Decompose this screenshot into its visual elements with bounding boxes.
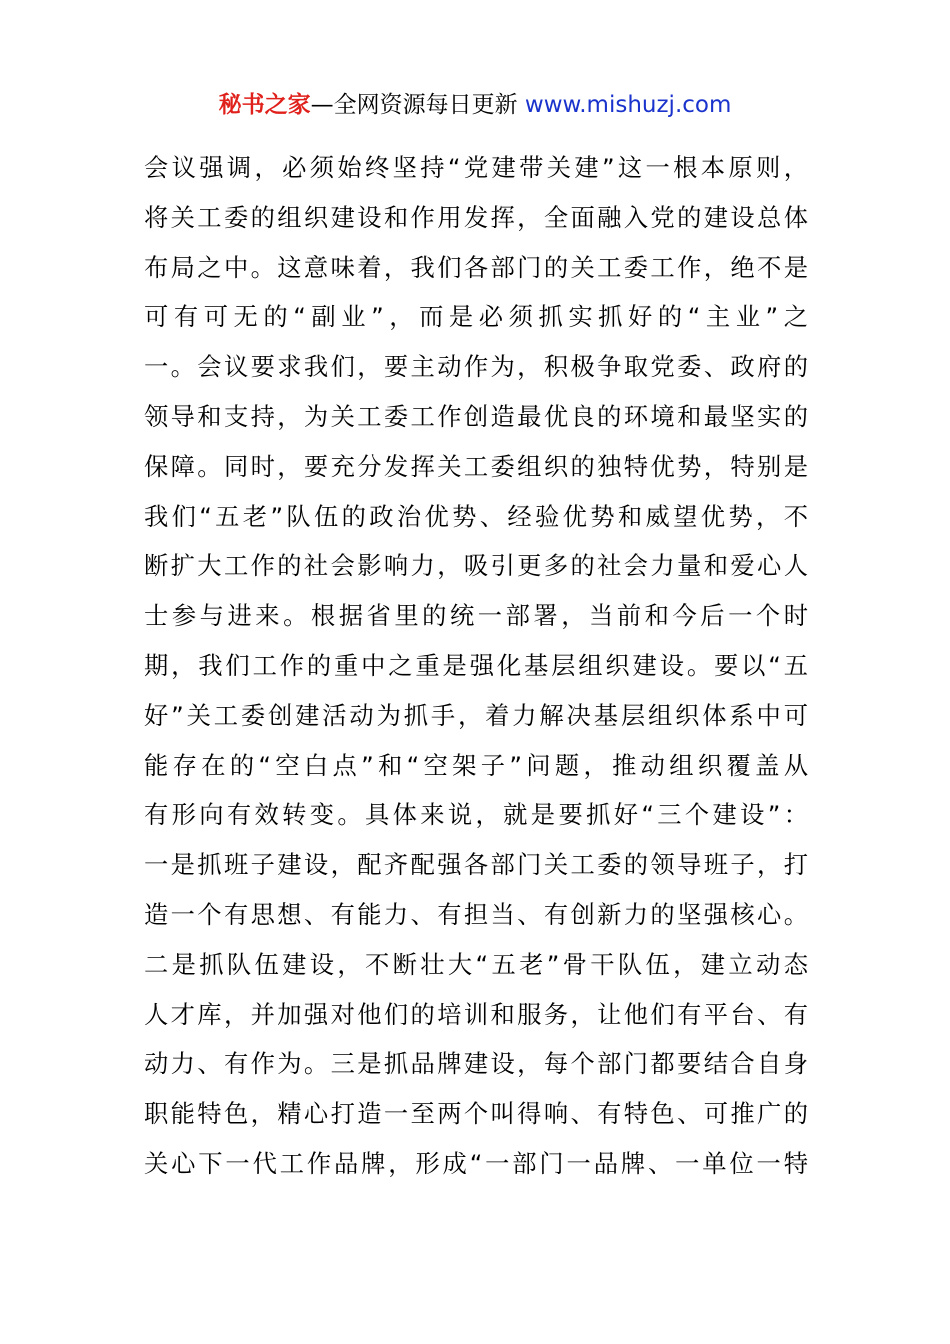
text-line: 布局之中。这意味着，我们各部门的关工委工作，绝不是 (144, 252, 808, 282)
body-paragraph (144, 143, 808, 1189)
text-line: 好”关工委创建活动为抓手，着力解决基层组织体系中可 (144, 700, 808, 730)
website-link[interactable]: www.mishuzj.com (524, 92, 732, 118)
text-line: 将关工委的组织建设和作用发挥，全面融入党的建设总体 (144, 202, 808, 232)
text-line: 一是抓班子建设，配齐配强各部门关工委的领导班子，打 (144, 850, 808, 880)
text-line: 可有可无的“副业”，而是必须抓实抓好的“主业”之 (144, 302, 808, 332)
text-line: 二是抓队伍建设，不断壮大“五老”骨干队伍，建立动态 (144, 949, 808, 979)
text-line: 士参与进来。根据省里的统一部署，当前和今后一个时 (144, 601, 808, 631)
page-header (0, 86, 950, 124)
text-line: 断扩大工作的社会影响力，吸引更多的社会力量和爱心人 (144, 551, 808, 581)
text-line: 领导和支持，为关工委工作创造最优良的环境和最坚实的 (144, 401, 808, 431)
text-line: 人才库，并加强对他们的培训和服务，让他们有平台、有 (144, 999, 808, 1029)
text-line: 职能特色，精心打造一至两个叫得响、有特色、可推广的 (144, 1099, 808, 1129)
text-line: 期，我们工作的重中之重是强化基层组织建设。要以“五 (144, 650, 808, 680)
brand-name: 秘书之家 (218, 92, 311, 118)
text-line: 一。会议要求我们，要主动作为，积极争取党委、政府的 (144, 352, 808, 382)
text-line: 能存在的“空白点”和“空架子”问题，推动组织覆盖从 (144, 750, 808, 780)
text-line: 保障。同时，要充分发挥关工委组织的独特优势，特别是 (144, 451, 808, 481)
text-line: 我们“五老”队伍的政治优势、经验优势和威望优势，不 (144, 501, 808, 531)
text-line: 有形向有效转变。具体来说，就是要抓好“三个建设”： (144, 800, 808, 830)
header-tagline: —全网资源每日更新 (310, 92, 525, 118)
text-line: 关心下一代工作品牌，形成“一部门一品牌、一单位一特 (144, 1148, 808, 1178)
text-line: 动力、有作为。三是抓品牌建设，每个部门都要结合自身 (144, 1049, 808, 1079)
text-line: 会议强调，必须始终坚持“党建带关建”这一根本原则， (144, 153, 808, 182)
text-line: 造一个有思想、有能力、有担当、有创新力的坚强核心。 (144, 899, 808, 929)
